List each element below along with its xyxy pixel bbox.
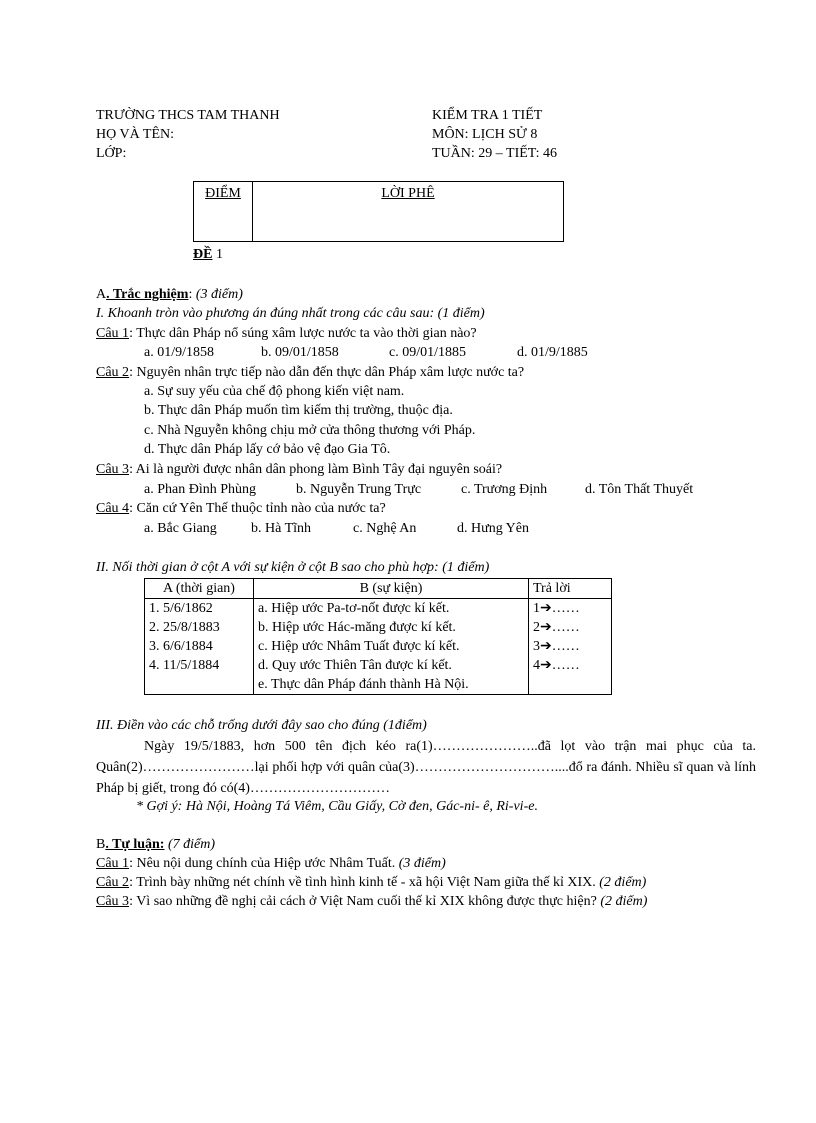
question-label: Câu 1: [96, 326, 130, 341]
option: c. 09/01/1885: [389, 345, 466, 360]
table-cell: [529, 675, 612, 695]
essay-question-2: [96, 873, 646, 892]
student-name-label: HỌ VÀ TÊN:: [96, 127, 175, 142]
comment-label: LỜI PHÊ: [381, 186, 435, 201]
part-b-points: (7 điểm): [167, 837, 216, 852]
part-a-prefix: A: [96, 287, 107, 302]
table-header-row: [145, 579, 612, 599]
question-label: Câu 3: [96, 894, 130, 909]
table-row: [145, 675, 612, 695]
question-label: Câu 2: [96, 875, 130, 890]
part-a-points: (3 điểm): [195, 287, 243, 302]
section-1-title: I. Khoanh tròn vào phương án đúng nhất trong các câu sau: (1 điểm): [96, 306, 485, 321]
table-cell: d. Quy ước Thiên Tân được kí kết.: [254, 656, 529, 675]
question-points: (2 điểm): [600, 894, 648, 909]
fill-in-paragraph: [96, 736, 756, 799]
section-3-title: III. Điền vào các chỗ trống dưới đây sao cho đúng (1điểm): [96, 718, 427, 733]
answer-blank[interactable]: 2➔……: [529, 618, 612, 637]
option: d. 01/9/1885: [517, 345, 588, 360]
question-4: [96, 499, 386, 518]
fill-in-text: Ngày 19/5/1883, hơn 500 tên địch kéo ra(1)…………………..đã lọt vào trận mai phục của ta. Quân(2)……………………lại phối hợp với quân của(3)…………………………....đổ ra đánh. Nhiều sĩ quan và lính Pháp bị giết, trong đó có(4)…………………………: [96, 739, 756, 796]
part-b-heading: . Tự luận:: [105, 837, 165, 852]
class-label: LỚP:: [96, 146, 127, 161]
exam-code: [193, 245, 223, 264]
part-b-prefix: B: [96, 837, 106, 852]
subject-label: MÔN: LỊCH SỬ 8: [432, 127, 538, 142]
matching-table: [144, 578, 612, 695]
table-header: A (thời gian): [145, 579, 254, 599]
option: b. 09/01/1858: [261, 345, 339, 360]
table-cell: 2. 25/8/1883: [145, 618, 254, 637]
option: c. Trương Định: [461, 482, 548, 497]
table-cell: 3. 6/6/1884: [145, 637, 254, 656]
week-label: TUẦN: 29 – TIẾT: 46: [432, 146, 558, 161]
option: d. Hưng Yên: [457, 521, 530, 536]
question-2: [96, 363, 524, 382]
part-a-colon: :: [188, 287, 193, 302]
score-box: [193, 181, 564, 242]
part-a-title: [96, 285, 243, 304]
table-cell: 1. 5/6/1862: [145, 599, 254, 619]
table-cell: e. Thực dân Pháp đánh thành Hà Nội.: [254, 675, 529, 695]
question-points: (2 điểm): [599, 875, 647, 890]
exam-title: KIỂM TRA 1 TIẾT: [432, 108, 543, 123]
table-cell: b. Hiệp ước Hác-măng được kí kết.: [254, 618, 529, 637]
question-text: : Nêu nội dung chính của Hiệp ước Nhâm Tuất.: [129, 856, 396, 871]
score-label: ĐIỂM: [205, 186, 241, 201]
answer-blank[interactable]: 3➔……: [529, 637, 612, 656]
question-label: Câu 3: [96, 462, 130, 477]
option: a. Phan Đình Phùng: [144, 482, 256, 497]
part-b-title: [96, 835, 215, 854]
table-cell: [145, 675, 254, 695]
question-text: : Trình bày những nét chính về tình hình kinh tế - xã hội Việt Nam giữa thế kỉ XIX.: [129, 875, 596, 890]
table-row: [145, 599, 612, 619]
question-1: [96, 324, 477, 343]
table-row: [145, 637, 612, 656]
question-points: (3 điểm): [398, 856, 446, 871]
question-text: : Căn cứ Yên Thế thuộc tỉnh nào của nước ta?: [129, 501, 386, 516]
option: b. Thực dân Pháp muốn tìm kiếm thị trường, thuộc địa.: [144, 403, 453, 418]
essay-question-1: [96, 854, 446, 873]
option: a. 01/9/1858: [144, 345, 214, 360]
table-cell: 4. 11/5/1884: [145, 656, 254, 675]
school-name: TRƯỜNG THCS TAM THANH: [96, 108, 280, 123]
part-a-heading: . Trắc nghiệm: [106, 287, 189, 302]
question-text: : Vì sao những đề nghị cải cách ở Việt Nam cuối thế kỉ XIX không được thực hiện?: [129, 894, 597, 909]
question-text: : Ai là người được nhân dân phong làm Bình Tây đại nguyên soái?: [129, 462, 503, 477]
option: a. Sự suy yếu của chế độ phong kiến việt nam.: [144, 384, 405, 399]
question-text: : Thực dân Pháp nổ súng xâm lược nước ta vào thời gian nào?: [129, 326, 477, 341]
answer-blank[interactable]: 4➔……: [529, 656, 612, 675]
table-row: [145, 656, 612, 675]
option: c. Nghệ An: [353, 521, 417, 536]
option: d. Thực dân Pháp lấy cớ bảo vệ đạo Gia Tô.: [144, 442, 391, 457]
option: c. Nhà Nguyễn không chịu mở cửa thông thương với Pháp.: [144, 423, 476, 438]
table-header: Trả lời: [529, 579, 612, 599]
table-cell: a. Hiệp ước Pa-tơ-nốt được kí kết.: [254, 599, 529, 619]
question-label: Câu 2: [96, 365, 130, 380]
option: d. Tôn Thất Thuyết: [585, 482, 694, 497]
section-2-title: II. Nối thời gian ở cột A với sự kiện ở cột B sao cho phù hợp: (1 điểm): [96, 560, 490, 575]
question-label: Câu 4: [96, 501, 130, 516]
table-row: [145, 618, 612, 637]
table-cell: c. Hiệp ước Nhâm Tuất được kí kết.: [254, 637, 529, 656]
answer-blank[interactable]: 1➔……: [529, 599, 612, 619]
question-label: Câu 1: [96, 856, 130, 871]
option: b. Nguyễn Trung Trực: [296, 482, 422, 497]
essay-question-3: [96, 892, 647, 911]
exam-code-number: 1: [215, 247, 223, 262]
table-header: B (sự kiện): [254, 579, 529, 599]
option: a. Bắc Giang: [144, 521, 217, 536]
question-text: : Nguyên nhân trực tiếp nào dẫn đến thực dân Pháp xâm lược nước ta?: [129, 365, 525, 380]
hint-text: * Gợi ý: Hà Nội, Hoàng Tá Viêm, Cầu Giấy, Cờ đen, Gác-ni- ê, Ri-vi-e.: [136, 799, 538, 814]
question-3: [96, 460, 502, 479]
exam-code-label: ĐỀ: [193, 247, 213, 262]
option: b. Hà Tĩnh: [251, 521, 312, 536]
